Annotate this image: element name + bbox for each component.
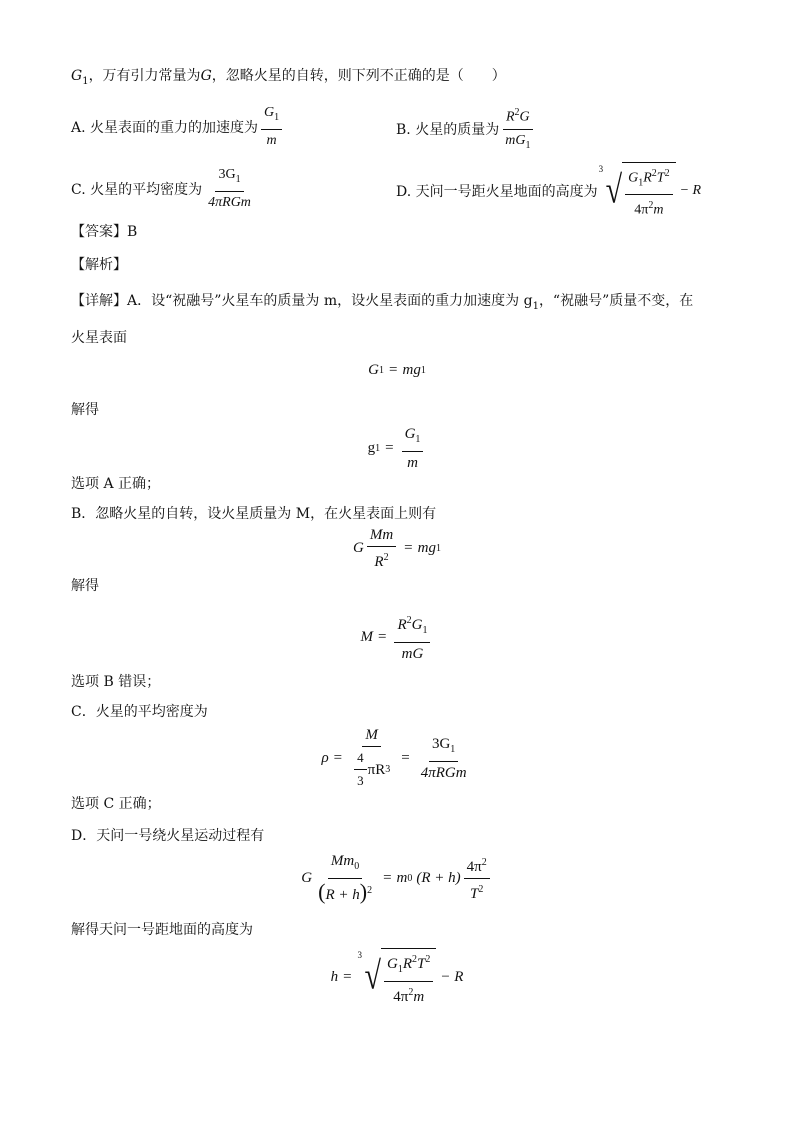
option-d-cube-root bbox=[598, 162, 676, 220]
option-a-num: G bbox=[264, 105, 275, 120]
equation-7 bbox=[0, 948, 794, 1006]
equation-6 bbox=[0, 852, 794, 904]
answer-label: 【答案】 bbox=[71, 224, 127, 240]
g-symbol: G bbox=[200, 68, 212, 84]
option-c-num: 3G bbox=[218, 167, 236, 182]
eq6-fraction-1 bbox=[315, 852, 375, 904]
eq4-lhs: M bbox=[360, 629, 373, 645]
eq2-fraction bbox=[402, 425, 424, 472]
eq7-fraction bbox=[384, 951, 433, 1006]
eq6-frac-num-sup: 2 bbox=[481, 856, 487, 868]
eq4-fraction bbox=[394, 612, 430, 663]
g1-subscript: 1 bbox=[82, 75, 89, 87]
eq6-fraction-2 bbox=[464, 854, 490, 903]
eq5-fraction-2 bbox=[418, 735, 470, 782]
eq6-frac-den-sup: 2 bbox=[478, 883, 484, 895]
option-b-num-sup: 2 bbox=[514, 107, 520, 118]
option-b-num-r: R bbox=[505, 109, 515, 125]
option-c-num-sub: 1 bbox=[235, 173, 241, 185]
option-c[interactable] bbox=[71, 166, 257, 212]
question-tail bbox=[71, 66, 506, 92]
g1-symbol: G bbox=[71, 68, 83, 84]
equation-4 bbox=[0, 612, 794, 663]
d-solve-label: 解得天问一号距地面的高度为 bbox=[71, 922, 253, 938]
option-b-den-sub: 1 bbox=[525, 139, 531, 151]
detail-line-1-sub: 1 bbox=[532, 300, 539, 312]
option-d-label: D. 天问一号距火星地面的高度为 bbox=[396, 184, 598, 201]
option-d-num-sub: 1 bbox=[638, 177, 644, 189]
eq6-frac-num: 4π bbox=[466, 858, 482, 875]
option-d-tail: − R bbox=[679, 183, 702, 199]
option-a-label: A. 火星表面的重力的加速度为 bbox=[71, 119, 259, 136]
eq5-num: M bbox=[362, 726, 381, 747]
eq2-den: m bbox=[407, 455, 418, 471]
radical-sign-icon: √ bbox=[605, 168, 623, 212]
d-intro: D．天问一号绕火星运动过程有 bbox=[71, 828, 265, 844]
option-b-den: mG bbox=[505, 132, 526, 148]
eq6-g: G bbox=[301, 869, 313, 886]
eq5-equals: = bbox=[333, 749, 343, 766]
eq2-lhs-sub: 1 bbox=[375, 443, 381, 454]
eq3-fraction bbox=[367, 526, 396, 571]
eq2-equals: = bbox=[385, 440, 394, 456]
option-d-fraction bbox=[625, 165, 672, 220]
eq3-num: Mm bbox=[367, 526, 396, 547]
option-a-fraction bbox=[261, 104, 282, 150]
eq5-equals-2: = bbox=[401, 749, 410, 766]
eq4-num-sup: 2 bbox=[406, 615, 412, 626]
eq1-lhs: G bbox=[368, 362, 380, 378]
option-d-num-t: T bbox=[656, 170, 665, 186]
eq5-den2: 4πRGm bbox=[420, 764, 467, 781]
eq7-sup-t: 2 bbox=[425, 954, 431, 965]
eq7-equals: = bbox=[343, 968, 352, 985]
option-c-fraction bbox=[205, 166, 254, 212]
eq5-pi-r: πR bbox=[367, 761, 386, 778]
eq7-cube-root bbox=[357, 948, 437, 1006]
eq5-num2: 3G bbox=[431, 735, 451, 752]
option-b-label: B. 火星的质量为 bbox=[396, 122, 500, 139]
eq6-num: Mm bbox=[330, 853, 355, 869]
eq1-rhs-sub: 1 bbox=[420, 365, 426, 376]
option-b-num-g: G bbox=[519, 109, 530, 125]
option-d-den: 4π bbox=[634, 203, 649, 219]
eq4-num-sub: 1 bbox=[422, 625, 428, 636]
eq6-den-lparen: ( bbox=[318, 879, 326, 904]
eq6-rhs-m: m bbox=[396, 869, 408, 886]
eq7-den-m: m bbox=[413, 989, 425, 1005]
answer-line bbox=[71, 222, 137, 242]
equation-2 bbox=[0, 425, 794, 472]
option-d-sup-t: 2 bbox=[664, 168, 670, 179]
eq6-den-mid: R + h bbox=[325, 887, 360, 903]
eq7-num-sub: 1 bbox=[397, 964, 403, 975]
eq4-num-g: G bbox=[411, 617, 423, 633]
eq5-inner-den: 3 bbox=[357, 773, 364, 788]
radical-sign-icon: √ bbox=[364, 954, 382, 998]
answer-value: B bbox=[127, 224, 138, 240]
eq1-lhs-sub: 1 bbox=[379, 365, 385, 376]
option-c-label: C. 火星的平均密度为 bbox=[71, 181, 203, 198]
eq3-den: R bbox=[374, 554, 384, 570]
c-intro: C．火星的平均密度为 bbox=[71, 704, 208, 720]
option-d-root-index: 3 bbox=[598, 164, 604, 174]
eq4-equals: = bbox=[378, 629, 387, 645]
eq7-root-index: 3 bbox=[357, 950, 363, 960]
analysis-label: 【解析】 bbox=[71, 257, 127, 273]
option-b-fraction bbox=[502, 104, 533, 154]
eq2-lhs: g bbox=[367, 440, 376, 456]
eq6-rhs-sub: 0 bbox=[407, 872, 413, 884]
question-text-1: ，万有引力常量为 bbox=[88, 68, 201, 84]
option-d-den-m: m bbox=[653, 203, 664, 219]
eq5-inner-num: 4 bbox=[354, 749, 367, 770]
option-d[interactable] bbox=[396, 162, 701, 220]
eq1-rhs: mg bbox=[402, 362, 421, 378]
eq5-num2-sub: 1 bbox=[450, 743, 456, 755]
solve-label-2: 解得 bbox=[71, 578, 99, 594]
option-b[interactable] bbox=[396, 104, 536, 154]
eq7-num-t: T bbox=[417, 956, 426, 972]
eq6-rhs-paren: (R + h) bbox=[416, 869, 461, 886]
option-a-correct: 选项 A 正确； bbox=[71, 476, 161, 492]
eq3-rhs-sub: 1 bbox=[435, 543, 441, 554]
eq2-num: G bbox=[404, 426, 416, 442]
eq2-num-sub: 1 bbox=[415, 434, 421, 445]
solve-label-1: 解得 bbox=[71, 402, 99, 418]
eq7-tail: − R bbox=[440, 968, 464, 985]
option-d-den-sup: 2 bbox=[648, 200, 654, 212]
eq7-den: 4π bbox=[393, 989, 409, 1005]
eq6-den-sup: 2 bbox=[367, 885, 373, 896]
detail-line-2: 火星表面 bbox=[71, 330, 127, 346]
eq6-num-sub: 0 bbox=[354, 861, 360, 872]
eq3-g: G bbox=[353, 540, 364, 556]
eq5-lhs: ρ bbox=[321, 749, 329, 766]
eq7-lhs: h bbox=[330, 968, 339, 985]
eq3-den-sup: 2 bbox=[383, 552, 389, 563]
equation-5 bbox=[0, 726, 794, 790]
equation-3 bbox=[0, 526, 794, 571]
eq4-num-r: R bbox=[397, 617, 407, 633]
option-d-num-r: R bbox=[643, 170, 652, 186]
eq6-frac-den: T bbox=[470, 885, 479, 902]
eq7-num-r: R bbox=[402, 956, 413, 972]
eq5-fraction-1 bbox=[350, 726, 393, 790]
option-a-num-sub: 1 bbox=[274, 111, 280, 123]
option-b-wrong: 选项 B 错误； bbox=[71, 674, 161, 690]
equation-1 bbox=[0, 362, 794, 379]
option-d-num-g: G bbox=[628, 170, 639, 186]
detail-line-1 bbox=[71, 291, 693, 317]
option-a[interactable] bbox=[71, 104, 285, 150]
eq6-den-rparen: ) bbox=[359, 879, 368, 904]
option-d-sup-r: 2 bbox=[651, 168, 657, 179]
eq7-sup-r: 2 bbox=[412, 954, 418, 965]
eq4-den: mG bbox=[401, 646, 424, 662]
eq1-equals: = bbox=[389, 362, 398, 378]
eq6-equals: = bbox=[383, 869, 392, 886]
option-c-correct: 选项 C 正确； bbox=[71, 796, 161, 812]
detail-line-1-tail: ，“祝融号”质量不变，在 bbox=[538, 293, 694, 309]
option-a-den: m bbox=[266, 132, 277, 148]
detail-line-1-text: 【详解】A．设“祝融号”火星车的质量为 m，设火星表面的重力加速度为 g bbox=[71, 293, 533, 309]
eq5-inner-fraction bbox=[354, 749, 367, 790]
b-intro: B．忽略火星的自转，设火星质量为 M，在火星表面上则有 bbox=[71, 506, 437, 522]
eq5-sup: 3 bbox=[385, 763, 391, 775]
eq7-num-g: G bbox=[387, 956, 398, 972]
eq7-den-sup: 2 bbox=[408, 987, 414, 998]
eq3-equals: = bbox=[404, 540, 413, 556]
eq3-rhs: mg bbox=[417, 540, 436, 556]
question-text-2: ，忽略火星的自转，则下列不正确的是（ ） bbox=[211, 68, 506, 84]
option-c-den: 4πRGm bbox=[208, 194, 251, 210]
